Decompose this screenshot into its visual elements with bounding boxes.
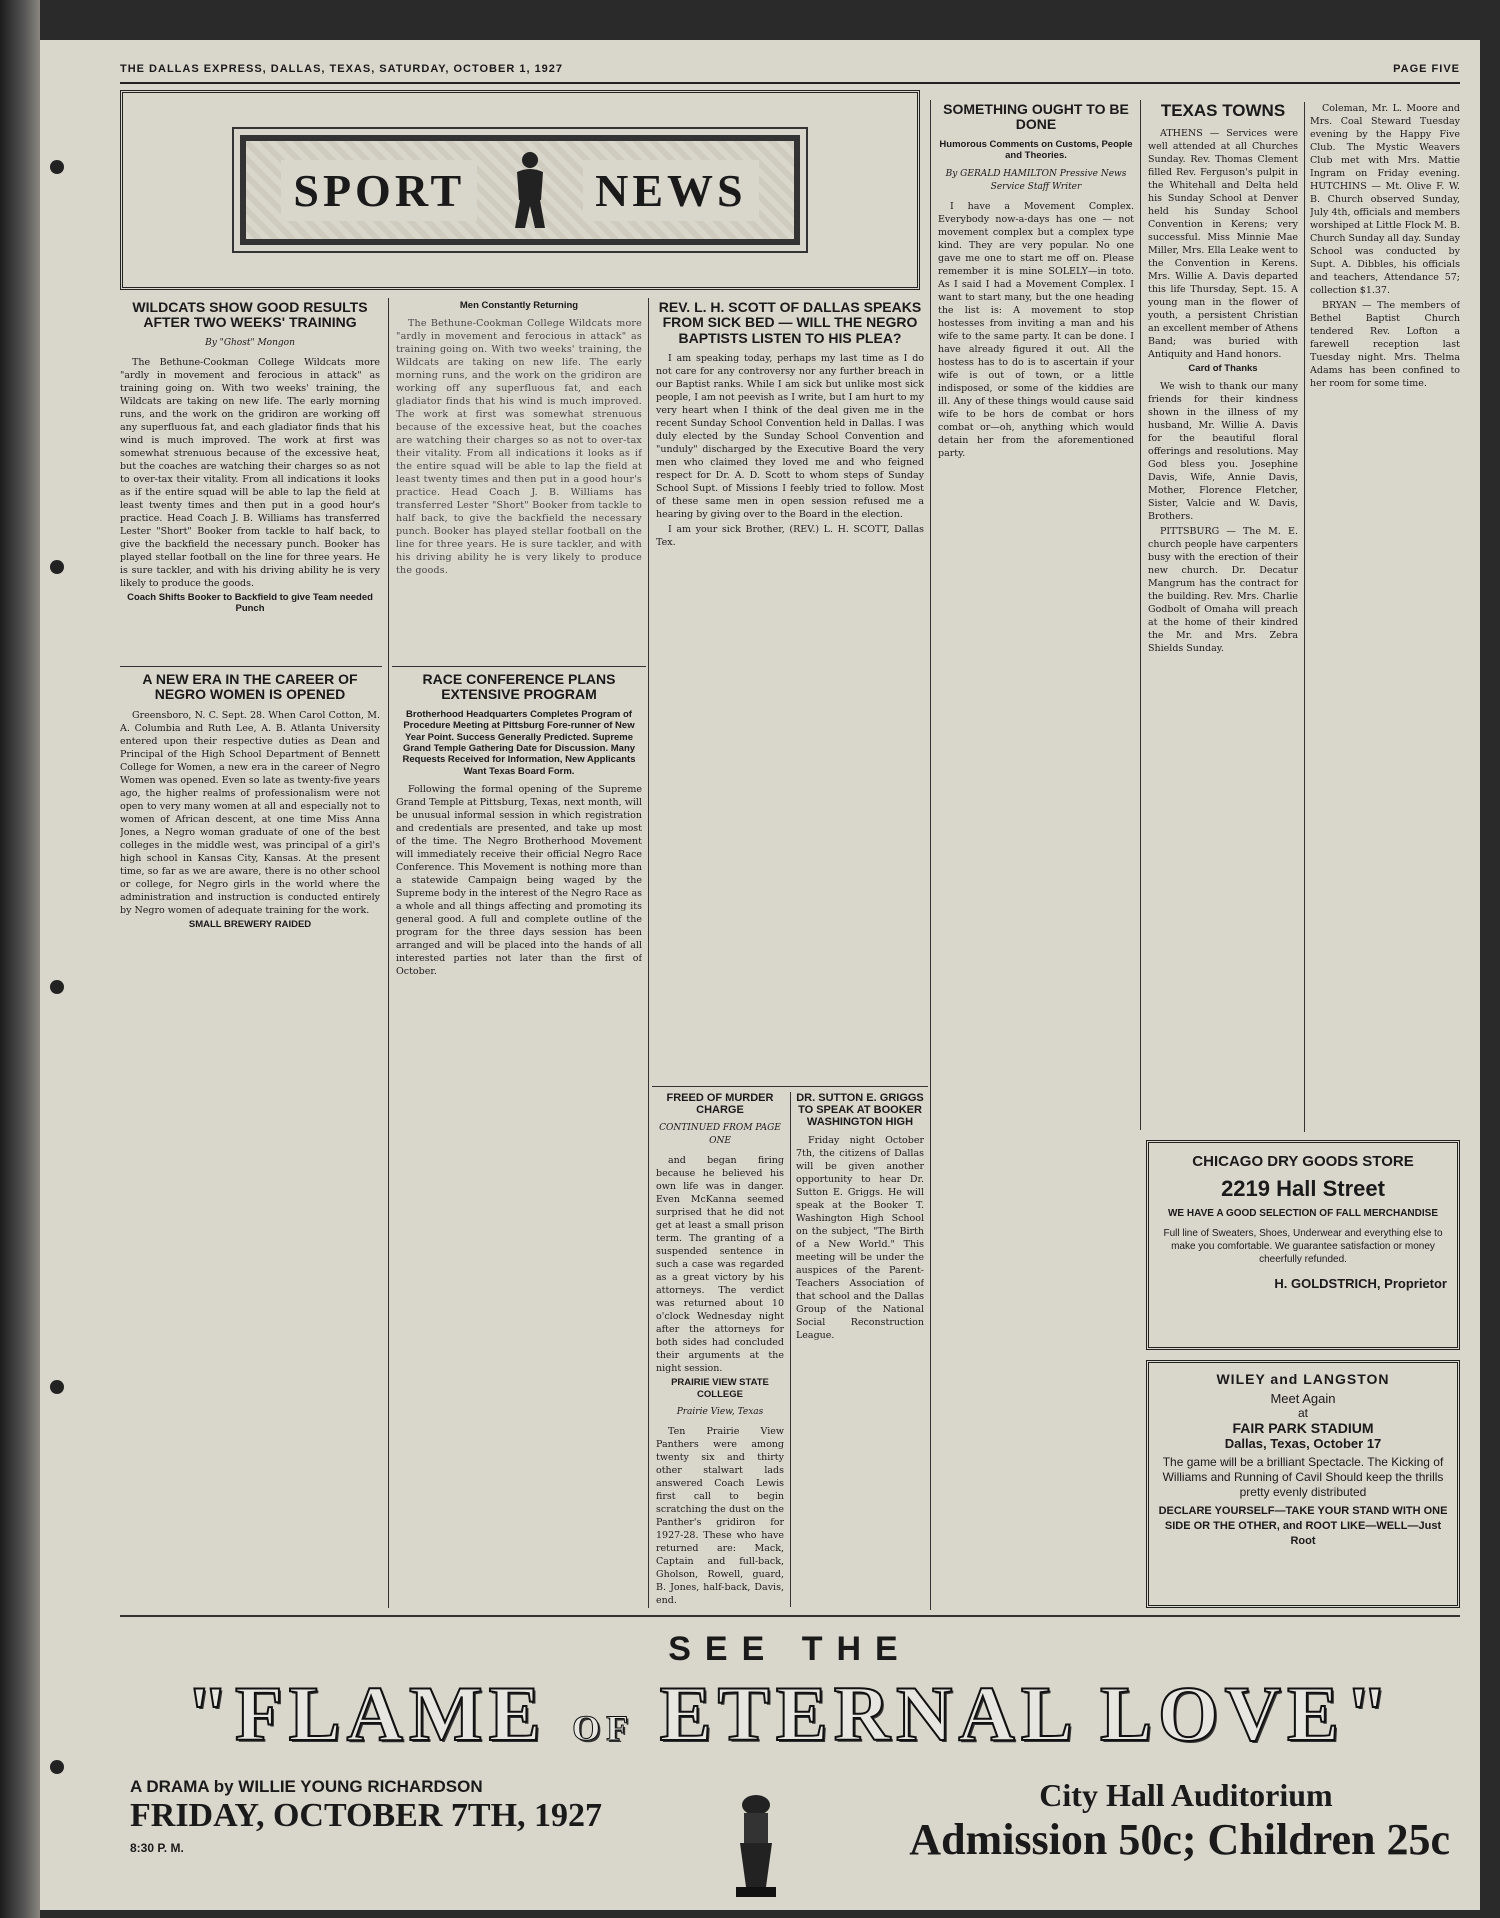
race-conference-body: Following the formal opening of the Supreme Grand Temple at Pittsburg, Texas, next month, will be unusual informal session in which registration and credentials are presented, and take up most of the time. The Negro Brotherhood Movement will immediately receive their official Negro Race Conference. This Movement is nothing more than a statewide Campaign being waged by the Supreme body in the interest of the Negro Race as a whole and all things affecting and promoting its general good. A full and complete outline of the program for the three days session has been arranged and will be placed into the hands of all interested parties not later than the first of October. (396, 784, 642, 978)
wildcats-byline: By "Ghost" Mongon (205, 337, 295, 348)
texas-towns-article (1148, 102, 1298, 1132)
griggs-body: Friday night October 7th, the citizens of Dallas will be given another opportunity to hear Dr. Sutton E. Griggs. He will speak at the Booker T. Washington High School on the subject, "The Birth of a New World." This meeting will be under the auspices of the Parent-Teachers Association of that school and the Dallas Group of the National Social Reconstruction League. (796, 1135, 924, 1342)
running-head-title: THE DALLAS EXPRESS, DALLAS, TEXAS, SATURDAY, OCTOBER 1, 1927 (120, 63, 564, 75)
something-deck: Humorous Comments on Customs, People and Theories. (939, 138, 1133, 162)
griggs-article (796, 1092, 924, 1607)
game-venue: FAIR PARK STADIUM (1232, 1420, 1374, 1436)
wiley-langston-ad (1146, 1360, 1460, 1608)
scott-body: I am speaking today, perhaps my last time as I do not care for any controversy nor any further breach in our Baptist ranks. While I am sick but unlike most sick people, I am not peevish as I write, but I am hurt to my very heart when I think of the deal given me in the recent Sunday School Convention held in Dallas. I was duly elected by the Sunday School Convention and "unduly" discharged by the Executive Board the very men who claimed they loved me and who feigned respect for Dr. A. D. Scott to whom steps of Sunday School Supt. of Missions I feebly tried to follow. Most of these same men in open session refused me a hearing by giving over to the Board in the election. (656, 353, 924, 521)
column-rule (790, 1092, 791, 1607)
binding-hole (50, 980, 64, 994)
banner-word-sport: SPORT (281, 160, 477, 221)
freed-continued: CONTINUED FROM PAGE ONE (659, 1123, 781, 1147)
game-description: The game will be a brilliant Spectacle. The Kicking of Williams and Running of Cavil Should keep the thrills pretty evenly distributed (1162, 1455, 1444, 1499)
freed-article (656, 1092, 784, 1607)
something-article (938, 102, 1134, 1607)
ad-left-block (130, 1777, 602, 1855)
column-rule (388, 298, 389, 1608)
store-name: CHICAGO DRY GOODS STORE (1192, 1153, 1414, 1170)
ad-details (120, 1777, 1460, 1901)
career-subhead: SMALL BREWERY RAIDED (188, 918, 312, 930)
game-title: WILEY and LANGSTON (1216, 1371, 1390, 1387)
ad-title (120, 1669, 1460, 1773)
binding-hole (50, 560, 64, 574)
prairie-subhead: Prairie View, Texas (676, 1406, 764, 1417)
column-rule (1304, 102, 1305, 1132)
running-head (120, 58, 1460, 80)
card-of-thanks-headline: Card of Thanks (1188, 362, 1258, 374)
something-byline: By GERALD HAMILTON Pressive News Service Staff Writer (945, 168, 1127, 192)
ad-admission: Admission 50c; Children 25c (909, 1815, 1450, 1864)
wildcats-headline: WILDCATS SHOW GOOD RESULTS AFTER TWO WEEKS' TRAINING (132, 300, 368, 331)
wildcats-continued (396, 300, 642, 660)
spacer (480, 298, 481, 299)
texas-towns-continued (1310, 102, 1460, 1132)
bryan-news: BRYAN — The members of Bethel Baptist Church tendered Rev. Lofton a farewell reception last Tuesday night. Mrs. Thelma Adams has been confined to her room for some time. (1310, 300, 1460, 389)
ad-title-of: OF (572, 1708, 635, 1748)
pittsburg-news: PITTSBURG — The M. E. church people have carpenters busy with the erection of their new church. Dr. Decatur Mangrum has the contract for the building. Rev. Mrs. Charlie Godbolt of Omaha will preach at the home of their kindred the Mr. and Mrs. Zebra Shields Sunday. (1148, 526, 1298, 655)
binding-gutter (0, 0, 40, 1918)
ad-time: 8:30 P. M. (130, 1841, 184, 1855)
banner-frame (240, 135, 800, 245)
freed-headline: FREED OF MURDER CHARGE (666, 1092, 774, 1117)
banner-word-news: NEWS (583, 160, 758, 221)
lamp-icon (726, 1791, 786, 1901)
store-tagline: WE HAVE A GOOD SELECTION OF FALL MERCHANDISE (1167, 1208, 1438, 1219)
ad-see-the: SEE THE (668, 1630, 912, 1668)
ad-drama-credit: A DRAMA by WILLIE YOUNG RICHARDSON (130, 1777, 483, 1796)
wildcats-continued-body: The Bethune-Cookman College Wildcats more "ardly in movement and ferocious in attack" as training going on. With two weeks' training, the Wildcats are taking on new life. The early morning runs, and the work on the gridiron are working off any superfluous fat, and each gladiator finds that his wind is much improved. The work at first was somewhat strenuous because of the excessive heat, but the coaches are watching their charges so as not to over-tax their vitality. From all indications it looks as if the entire squad will be able to lap the field at least twenty times and then put in a good hour's practice. Head Coach J. B. Williams has transferred Lester "Short" Booker from tackle to half back, to give the backfield the necessary punch. Booker has played stellar football on the line for three years. He is sure tackler, and with his driving ability he is very likely to produce the goods. (396, 318, 642, 577)
wildcats-subhead-2: Men Constantly Returning (459, 300, 579, 311)
texas-towns-right-col: Coleman, Mr. L. Moore and Mrs. Coal Steward Tuesday evening by the Happy Five Club. The Mystic Weavers Club met with Mrs. Mattie Ingram on Friday evening. HUTCHINS — Mt. Olive F. W. B. Church observed Sunday, July 4th, officials and members worshiped at Little Flock M. B. Church Sunday all day. Sunday School was conducted by Supt. A. Dibbles, his officials and teachers, Attendance 57; collection $1.37. (1310, 103, 1460, 296)
ad-right-block (909, 1777, 1450, 1865)
race-conference-headline: RACE CONFERENCE PLANS EXTENSIVE PROGRAM (422, 672, 616, 703)
column-rule (930, 100, 931, 1610)
ad-venue: City Hall Auditorium (1039, 1777, 1333, 1813)
binding-hole (50, 1760, 64, 1774)
store-description: Full line of Sweaters, Shoes, Underwear and everything else to make you comfortable. We guarantee satisfaction or money cheerfully refunded. (1163, 1228, 1443, 1265)
game-call-to-action: DECLARE YOURSELF—TAKE YOUR STAND WITH ONE SIDE OR THE OTHER, and ROOT LIKE—WELL—Just Root (1158, 1505, 1448, 1547)
article-divider (392, 666, 646, 667)
career-body: Greensboro, N. C. Sept. 28. When Carol Cotton, M. A. Columbia and Ruth Lee, A. B. Atlanta University entered upon their respective duties as Dean and Principal of the High School Department of Bennett College for Women, a new era in the career of Negro Women was opened. Even so late as twenty-five years ago, the higher realms of professionalism were not open to very many women at all and especially not to women of African descent, at one time Miss Anna Jones, a Negro woman graduate of one of the best colleges in the middle west, was principal of a girl's high school in Kansas City, Kansas. At the present time, so far as we are aware, there is no other school or college, for Negro girls in the world where the administration and instruction is conducted entirely by Negro women of adequate training for the work. (120, 709, 380, 916)
game-meet-again: Meet Again (1270, 1391, 1336, 1406)
binding-hole (50, 1380, 64, 1394)
wildcats-body: The Bethune-Cookman College Wildcats more "ardly in movement and ferocious in attack" as training going on. With two weeks' training, the Wildcats are taking on new life. The early morning runs, and the work on the gridiron are working off any superfluous fat, and each gladiator finds that his wind is much improved. The work at first was somewhat strenuous because of the excessive heat, but the coaches are watching their charges so as not to over-tax their vitality. From all indications it looks as if the entire squad will be able to lap the field at least twenty times and then put in a good hour's practice. Head Coach J. B. Williams has transferred Lester "Short" Booker from tackle to half back, to give the backfield the necessary punch. Booker has played stellar football on the line for three years. He is sure tackler, and with his driving ability he is very likely to produce the goods. (120, 356, 380, 589)
newspaper-page (40, 40, 1480, 1910)
scott-headline: REV. L. H. SCOTT OF DALLAS SPEAKS FROM SICK BED — WILL THE NEGRO BAPTISTS LISTEN TO HIS PLEA? (658, 300, 922, 346)
griggs-headline: DR. SUTTON E. GRIGGS TO SPEAK AT BOOKER WASHINGTON HIGH (796, 1092, 924, 1129)
chicago-dry-goods-ad (1146, 1140, 1460, 1350)
race-conference-article (396, 672, 642, 1607)
game-at: at (1297, 1406, 1308, 1420)
something-body: I have a Movement Complex. Everybody now-a-days has one — not movement complex but a complex type kind. They are very popular. No one gave me one to start me off on. Please remember it is mine SOLELY—in toto. As I said I had a Movement Complex. I want to start many, but the one heading the list is: A movement to stop hostesses from inviting a man and his wife to the same party. It can be done. I have already figured it out. All the hostess has to do is to ascertain if your wife is out of town, or a little indisposed, or some of the kiddies are ill. Any of these things would cause said wife to be hors de combat or hors combat or—oh, anything which would detain her from the aforementioned party. (938, 200, 1134, 459)
career-article (120, 672, 380, 1607)
wildcats-subhead: Coach Shifts Booker to Backfield to give Team needed Punch (127, 591, 373, 615)
texas-towns-headline: TEXAS TOWNS (1160, 102, 1286, 120)
store-address: 2219 Hall Street (1221, 1176, 1385, 1201)
something-headline: SOMETHING OUGHT TO BE DONE (943, 102, 1129, 133)
prairie-body: Ten Prairie View Panthers were among twenty six and thirty other stalwart lads answered Coach Lewis first call to begin scratching the dust on the Panther's gridiron for 1927-28. These who have returned are: Mack, Captain and full-back, Gholson, Rowell, guard, B. Jones, half-back, Davis, end. (656, 1425, 784, 1606)
race-conference-deck: Brotherhood Headquarters Completes Program of Procedure Meeting at Pittsburg Fore-runner of New Year Point. Success Generally Predicted. Supreme Grand Temple Gathering Date for Discussion. Many Requests Received for Information, New Applicants Want Texas Board Form. (402, 708, 636, 777)
prairie-headline: PRAIRIE VIEW STATE COLLEGE (671, 1377, 769, 1400)
top-rule (120, 82, 1460, 84)
article-divider (652, 1086, 928, 1087)
career-headline: A NEW ERA IN THE CAREER OF NEGRO WOMEN IS OPENED (142, 672, 358, 703)
scott-signature: I am your sick Brother, (REV.) L. H. SCOTT, Dallas Tex. (656, 524, 924, 549)
column-rule (1140, 100, 1141, 1130)
ad-date: FRIDAY, OCTOBER 7TH, 1927 (130, 1797, 603, 1834)
article-divider (120, 666, 382, 667)
ad-title-flame: "FLAME (185, 1670, 547, 1757)
game-date: Dallas, Texas, October 17 (1224, 1436, 1382, 1451)
binding-hole (50, 160, 64, 174)
card-of-thanks-body: We wish to thank our many friends for their kindness shown in the illness of my husband, Mr. Willie A. Davis for the beautiful floral offerings and resolutions. May God bless you. Josephine Davis, Wife, Annie Davis, Mother, Florence Fletcher, Sister, Valcie and W. Davis, Brothers. (1148, 381, 1298, 523)
page-number: PAGE FIVE (1393, 63, 1460, 75)
scott-article (656, 300, 924, 1080)
flame-of-eternal-love-ad (120, 1630, 1460, 1890)
sport-news-banner (120, 90, 920, 290)
store-proprietor: H. GOLDSTRICH, Proprietor (1274, 1276, 1447, 1291)
athlete-figure-icon (507, 150, 553, 230)
ad-divider (120, 1615, 1460, 1617)
texas-towns-body: ATHENS — Services were well attended at all Churches Sunday. Rev. Thomas Clement filled Rev. Ferguson's pulpit in the Whitehall and Delta held his Sunday School at Denver held his Sunday School Convention in Kerens; very successful. Miss Minnie Mae Miller, Mrs. Ella Leake went to the Convention in Kerens. Mrs. Willie A. Davis departed this life Thursday, Sept. 15. A young man in the flower of youth, a persistent Christian an excellent member of Athens Band; was buried with Antiquity and Hand honors. (1148, 127, 1298, 360)
column-rule (648, 298, 649, 1608)
freed-body: and began firing because he believed his own life was in danger. Even McKanna seemed surprised that he did not get at least a small prison term. The granting of a suspended sentence in such a case was regarded as a great victory by his attorneys. The verdict was returned about 10 o'clock Wednesday night after the attorneys for both sides had concluded their arguments at the night session. (656, 1155, 784, 1375)
wildcats-article (120, 300, 380, 660)
ad-title-eternal-love: ETERNAL LOVE" (659, 1670, 1395, 1757)
